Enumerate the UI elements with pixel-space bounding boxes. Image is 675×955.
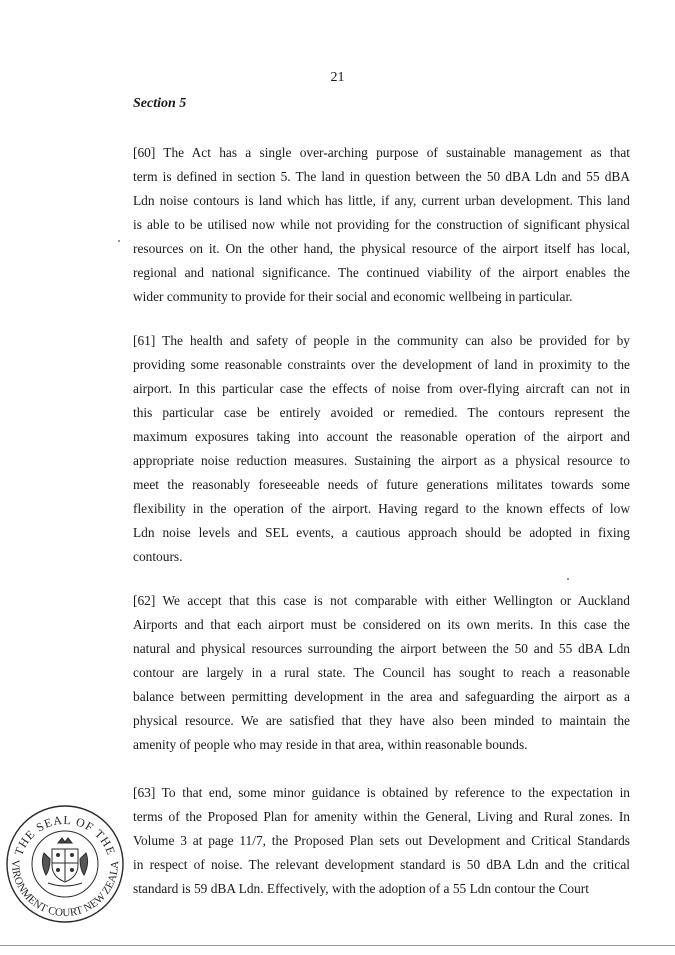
scan-speck bbox=[567, 578, 569, 580]
paragraph-61-line: flexibility in the operation of the airport. Having regard to the known effects of low bbox=[133, 501, 630, 516]
paragraph-63-line: Volume 3 at page 11/7, the Proposed Plan sets out Development and Critical Standards bbox=[133, 833, 630, 848]
paragraph-63 bbox=[133, 781, 630, 901]
paragraph-60-line: regional and national significance. The continued viability of the airport enables the bbox=[133, 265, 630, 280]
paragraph-60 bbox=[133, 141, 630, 309]
court-seal-icon bbox=[4, 803, 126, 925]
paragraph-62 bbox=[133, 589, 630, 757]
paragraph-62-line: Airports and that each airport must be considered on its own merits. In this case the bbox=[133, 617, 630, 632]
paragraph-61-line: [61] The health and safety of people in the community can also be provided for by bbox=[133, 333, 630, 348]
section-heading: Section 5 bbox=[133, 96, 187, 111]
paragraph-61-line: contours. bbox=[133, 549, 183, 564]
paragraph-62-line: physical resource. We are satisfied that they have also been minded to maintain the bbox=[133, 713, 630, 728]
paragraph-60-line: resources on it. On the other hand, the physical resource of the airport itself has local, bbox=[133, 241, 630, 256]
paragraph-61-line: Ldn noise levels and SEL events, a cautious approach should be adopted in fixing bbox=[133, 525, 630, 540]
paragraph-60-line: [60] The Act has a single over-arching purpose of sustainable management as that bbox=[133, 145, 630, 160]
paragraph-60-line: term is defined in section 5. The land in question between the 50 dBA Ldn and 55 dBA bbox=[133, 169, 630, 184]
paragraph-61-line: meet the reasonably foreseeable needs of future generations militates towards some bbox=[133, 477, 630, 492]
paragraph-61-line: providing some reasonable constraints over the development of land in proximity to the bbox=[133, 357, 630, 372]
paragraph-62-line: natural and physical resources surrounding the airport between the 50 and 55 dBA Ldn bbox=[133, 641, 630, 656]
paragraph-60-line: is able to be utilised now while not providing for the construction of significant physical bbox=[133, 217, 630, 232]
paragraph-61-line: this particular case be entirely avoided or remedied. The contours represent the bbox=[133, 405, 630, 420]
paragraph-62-line: balance between permitting development in the area and safeguarding the airport as a bbox=[133, 689, 630, 704]
page-bottom-rule bbox=[0, 945, 675, 946]
paragraph-61-line: appropriate noise reduction measures. Sustaining the airport as a physical resource to bbox=[133, 453, 630, 468]
seal-bottom-text: VIRONMENT COURT NEW ZEALA bbox=[8, 859, 122, 920]
paragraph-61-line: maximum exposures taking into account the reasonable operation of the airport and bbox=[133, 429, 630, 444]
paragraph-62-line: contour are largely in a rural state. The Council has sought to reach a reasonable bbox=[133, 665, 630, 680]
paragraph-61-line: airport. In this particular case the effects of noise from over-flying aircraft can not in bbox=[133, 381, 630, 396]
paragraph-62-line: amenity of people who may reside in that area, within reasonable bounds. bbox=[133, 737, 528, 752]
paragraph-63-line: terms of the Proposed Plan for amenity within the General, Living and Rural zones. In bbox=[133, 809, 630, 824]
paragraph-63-line: standard is 59 dBA Ldn. Effectively, with the adoption of a 55 Ldn contour the Court bbox=[133, 881, 589, 896]
paragraph-61 bbox=[133, 329, 630, 569]
scan-speck bbox=[118, 240, 120, 242]
paragraph-63-line: in respect of noise. The relevant development standard is 50 dBA Ldn and the critical bbox=[133, 857, 630, 872]
seal-top-text: THE SEAL OF THE bbox=[11, 812, 119, 858]
page-number: 21 bbox=[330, 70, 345, 85]
paragraph-60-line: wider community to provide for their social and economic wellbeing in particular. bbox=[133, 289, 573, 304]
paragraph-60-line: Ldn noise contours is land which has little, if any, current urban development. This land bbox=[133, 193, 630, 208]
paragraph-62-line: [62] We accept that this case is not comparable with either Wellington or Auckland bbox=[133, 593, 630, 608]
paragraph-63-line: [63] To that end, some minor guidance is obtained by reference to the expectation in bbox=[133, 785, 630, 800]
